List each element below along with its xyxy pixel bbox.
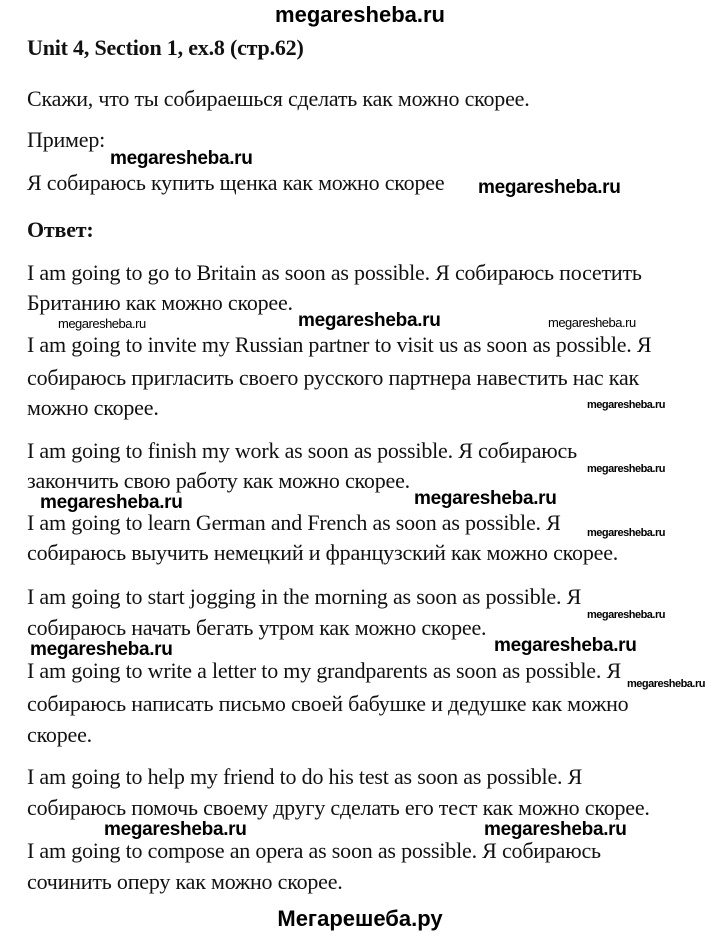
answer-2-line-2: собираюсь пригласить своего русского партнера навестить нас как (27, 365, 639, 390)
answer-2-line-1: I am going to invite my Russian partner to visit us as soon as possible. Я (27, 332, 652, 357)
footer-watermark: Мегарешеба.ру (277, 906, 443, 931)
watermark: megaresheba.ru (494, 635, 637, 656)
answer-3-line-2: закончить свою работу как можно скорее. (27, 468, 410, 493)
watermark: megaresheba.ru (627, 678, 705, 690)
watermark: megaresheba.ru (587, 609, 665, 621)
task-text: Скажи, что ты собираешься сделать как можно скорее. (27, 86, 530, 111)
answer-1-line-2: Британию как можно скорее. (27, 290, 293, 315)
answer-6-line-1: I am going to write a letter to my grandparents as soon as possible. Я (27, 658, 621, 683)
answer-5-line-2: собираюсь начать бегать утром как можно скорее. (27, 615, 487, 640)
watermark: megaresheba.ru (298, 310, 441, 331)
page-title: Unit 4, Section 1, ex.8 (стр.62) (27, 35, 304, 60)
watermark: megaresheba.ru (587, 399, 665, 411)
answer-6-line-2: собираюсь написать письмо своей бабушке и дедушке как можно (27, 691, 629, 716)
watermark: megaresheba.ru (110, 148, 253, 169)
watermark: megaresheba.ru (587, 463, 665, 475)
watermark: megaresheba.ru (414, 488, 557, 509)
watermark-header: megaresheba.ru (275, 2, 445, 27)
answer-7-line-1: I am going to help my friend to do his test as soon as possible. Я (27, 764, 583, 789)
answer-3-line-1: I am going to finish my work as soon as possible. Я собираюсь (27, 438, 577, 463)
watermark: megaresheba.ru (30, 639, 173, 660)
watermark: megaresheba.ru (548, 315, 636, 330)
answer-6-line-3: скорее. (27, 722, 92, 747)
answer-8-line-1: I am going to compose an opera as soon as possible. Я собираюсь (27, 838, 601, 863)
watermark: megaresheba.ru (104, 819, 247, 840)
answer-label: Ответ: (27, 217, 94, 242)
watermark: megaresheba.ru (58, 316, 146, 331)
example-text: Я собираюсь купить щенка как можно скорее (27, 170, 445, 195)
answer-8-line-2: сочинить оперу как можно скорее. (27, 869, 343, 894)
answer-7-line-2: собираюсь помочь своему другу сделать его тест как можно скорее. (27, 795, 650, 820)
answer-1-line-1: I am going to go to Britain as soon as possible. Я собираюсь посетить (27, 260, 642, 285)
watermark: megaresheba.ru (587, 527, 665, 539)
watermark: megaresheba.ru (478, 177, 621, 198)
example-label: Пример: (27, 127, 106, 152)
answer-2-line-3: можно скорее. (27, 395, 159, 420)
watermark: megaresheba.ru (40, 492, 183, 513)
answer-5-line-1: I am going to start jogging in the morning as soon as possible. Я (27, 584, 582, 609)
watermark: megaresheba.ru (484, 819, 627, 840)
answer-4-line-1: I am going to learn German and French as soon as possible. Я (27, 510, 561, 535)
answer-4-line-2: собираюсь выучить немецкий и французский как можно скорее. (27, 540, 619, 565)
